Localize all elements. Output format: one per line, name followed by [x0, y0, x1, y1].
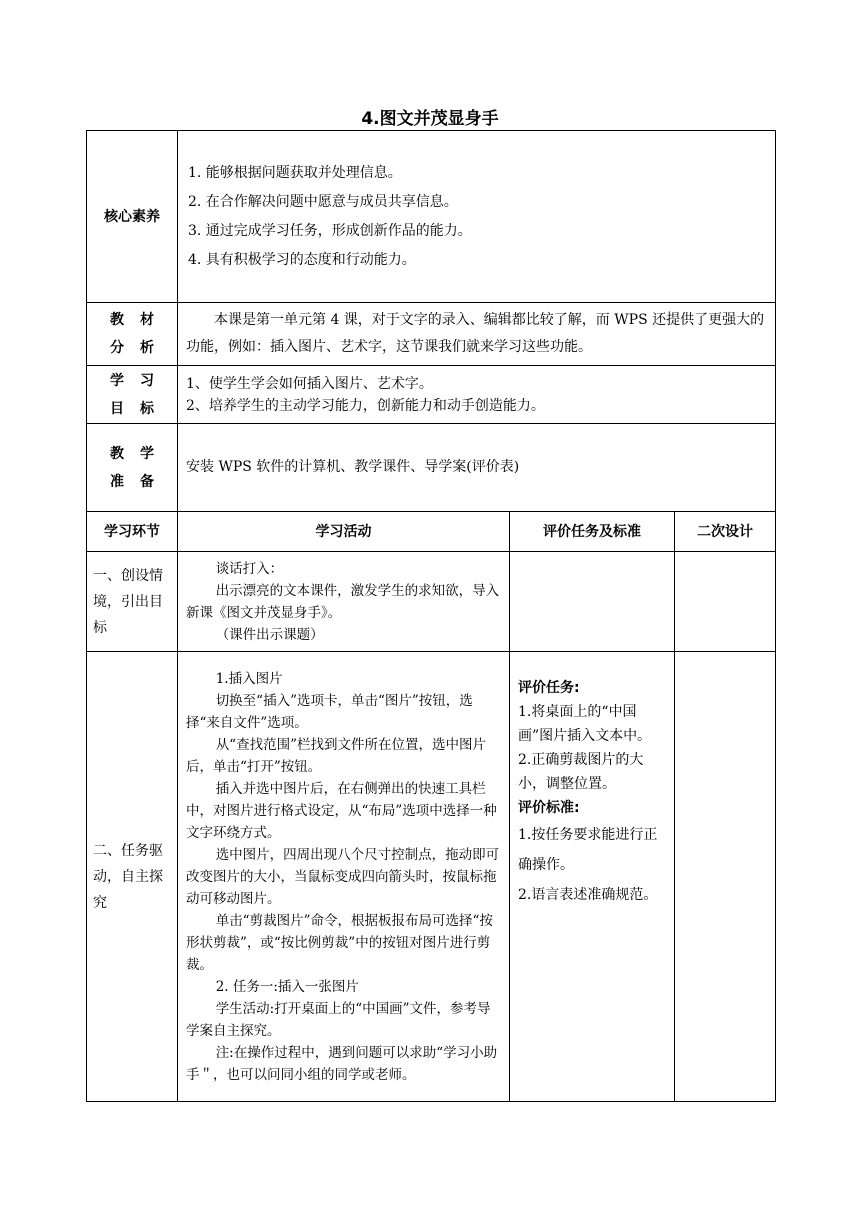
goals-list [178, 366, 776, 424]
stage-2-eval [510, 652, 675, 1102]
core-row [87, 131, 776, 303]
header-activity: 学习活动 [178, 512, 510, 552]
goals-label: 学习 目标 [87, 366, 178, 424]
row-stage-2 [87, 652, 776, 1102]
core-label: 核心素养 [87, 131, 178, 303]
stage-1-redesign [675, 552, 776, 652]
lesson-plan-table [86, 130, 776, 1102]
eval-std-item: 1.按任务要求能进行正确操作。 [518, 827, 658, 873]
analysis-label: 教材 分析 [87, 303, 178, 366]
header-row [87, 512, 776, 552]
stage-1-eval [510, 552, 675, 652]
eval-task-title: 评价任务: [518, 680, 580, 696]
row-stage-1 [87, 552, 776, 652]
eval-std-item: 2.语言表述准确规范。 [518, 887, 658, 903]
eval-std-title: 评价标准: [518, 800, 580, 816]
analysis-text: 本课是第一单元第 4 课，对于文字的录入、编辑都比较了解，而 WPS 还提供了更强大的功能，例如：插入图片、艺术字，这节课我们就来学习这些功能。 [178, 303, 776, 366]
core-item: 4. 具有积极学习的态度和行动能力。 [188, 251, 416, 268]
core-item: 1. 能够根据问题获取并处理信息。 [188, 164, 402, 181]
goals-row [87, 366, 776, 424]
eval-task-item: 2.正确剪裁图片的大小，调整位置。 [518, 752, 644, 792]
stage-1-activity: 谈话打入： 出示漂亮的文本课件，激发学生的求知欲，导入新课《图文并茂显身手》。 （课件出示课题） [178, 552, 510, 652]
stage-2-redesign [675, 652, 776, 1102]
eval-task-item: 1.将桌面上的“中国画”图片插入文本中。 [518, 704, 652, 744]
stage-1-label: 一、创设情境，引出目标 [87, 552, 178, 652]
core-list [178, 131, 776, 303]
prep-row [87, 424, 776, 512]
page-title: 4.图文并茂显身手 [361, 109, 499, 129]
stage-2-label: 二、任务驱动，自主探究 [87, 652, 178, 1102]
stage-2-activity: 1.插入图片 切换至“插入”选项卡，单击“图片”按钮，选择“来自文件”选项。 从“查找范围”栏找到文件所在位置，选中图片后，单击“打开”按钮。 插入并选中图片后，在右侧弹出的快速工具栏中，对图片进行格式设定，从“布局”选项中选择一种文字环绕方式。 选中图片，四周出现八个尺寸控制点，拖动即可改变图片的大小，当鼠标变成四向箭头时，按鼠标拖动可移动图片。 单击“剪裁图片”命令，根据板报布局可选择“按形状剪裁”，或“按比例剪裁”中的按钮对图片进行剪裁。 2. 任务一:插入一张图片 学生活动:打开桌面上的“中国画”文件，参考导学案自主探究。 注:在操作过程中，遇到问题可以求助“学习小助手＂，也可以问同小组的同学或老师。 [178, 652, 510, 1102]
header-redesign: 二次设计 [675, 512, 776, 552]
prep-text: 安装 WPS 软件的计算机、教学课件、导学案(评价表) [178, 424, 776, 512]
goal-item: 2、培养学生的主动学习能力，创新能力和动手创造能力。 [186, 397, 545, 414]
analysis-row [87, 303, 776, 366]
header-stage: 学习环节 [87, 512, 178, 552]
prep-label: 教学 准备 [87, 424, 178, 512]
core-item: 2. 在合作解决问题中愿意与成员共享信息。 [188, 193, 458, 210]
core-item: 3. 通过完成学习任务，形成创新作品的能力。 [188, 222, 472, 239]
goal-item: 1、使学生学会如何插入图片、艺术字。 [186, 375, 433, 392]
header-eval: 评价任务及标准 [510, 512, 675, 552]
